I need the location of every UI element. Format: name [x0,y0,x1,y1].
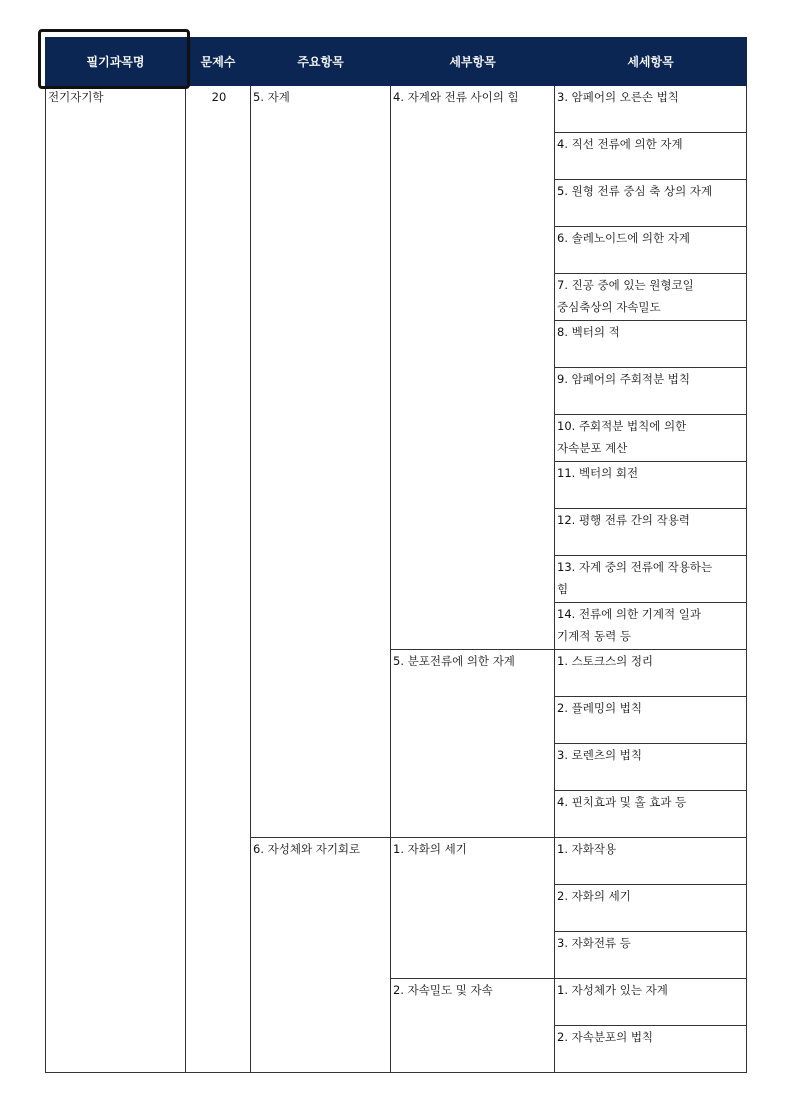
detail-cell: 1. 자성체가 있는 자계 [555,979,747,1026]
detail-cell: 9. 암페어의 주회적분 법칙 [555,368,747,415]
sub-cell: 4. 자계와 전류 사이의 힘 [391,86,555,650]
detail-cell: 5. 원형 전류 중심 축 상의 자계 [555,180,747,227]
detail-cell: 1. 자화작용 [555,838,747,885]
detail-cell: 3. 로렌츠의 법칙 [555,744,747,791]
header-row [46,38,747,86]
detail-cell: 2. 플레밍의 법칙 [555,697,747,744]
detail-cell: 4. 직선 전류에 의한 자계 [555,133,747,180]
major-cell: 6. 자성체와 자기회로 [251,838,391,1073]
detail-cell: 4. 핀치효과 및 홀 효과 등 [555,791,747,838]
detail-cell: 7. 진공 중에 있는 원형코일 중심축상의 자속밀도 [555,274,747,321]
detail-cell: 6. 솔레노이드에 의한 자계 [555,227,747,274]
detail-cell: 14. 전류에 의한 기계적 일과 기계적 동력 등 [555,603,747,650]
detail-cell: 8. 벡터의 적 [555,321,747,368]
detail-cell: 2. 자화의 세기 [555,885,747,932]
header-sub: 세부항목 [391,38,555,86]
table-row [46,86,747,133]
header-subject: 필기과목명 [46,38,186,86]
detail-cell: 12. 평행 전류 간의 작용력 [555,509,747,556]
detail-cell: 3. 암페어의 오른손 법칙 [555,86,747,133]
detail-cell: 10. 주회적분 법칙에 의한 자속분포 계산 [555,415,747,462]
detail-cell: 13. 자계 중의 전류에 작용하는 힘 [555,556,747,603]
detail-cell: 2. 자속분포의 법칙 [555,1026,747,1073]
header-count: 문제수 [186,38,251,86]
detail-cell: 11. 벡터의 회전 [555,462,747,509]
subject-cell: 전기자기학 [46,86,186,1073]
detail-cell: 1. 스토크스의 정리 [555,650,747,697]
header-major: 주요항목 [251,38,391,86]
sub-cell: 5. 분포전류에 의한 자계 [391,650,555,838]
major-cell: 5. 자계 [251,86,391,838]
detail-cell: 3. 자화전류 등 [555,932,747,979]
header-detail: 세세항목 [555,38,747,86]
sub-cell: 1. 자화의 세기 [391,838,555,979]
count-cell: 20 [186,86,251,1073]
exam-criteria-table [45,37,747,1073]
sub-cell: 2. 자속밀도 및 자속 [391,979,555,1073]
